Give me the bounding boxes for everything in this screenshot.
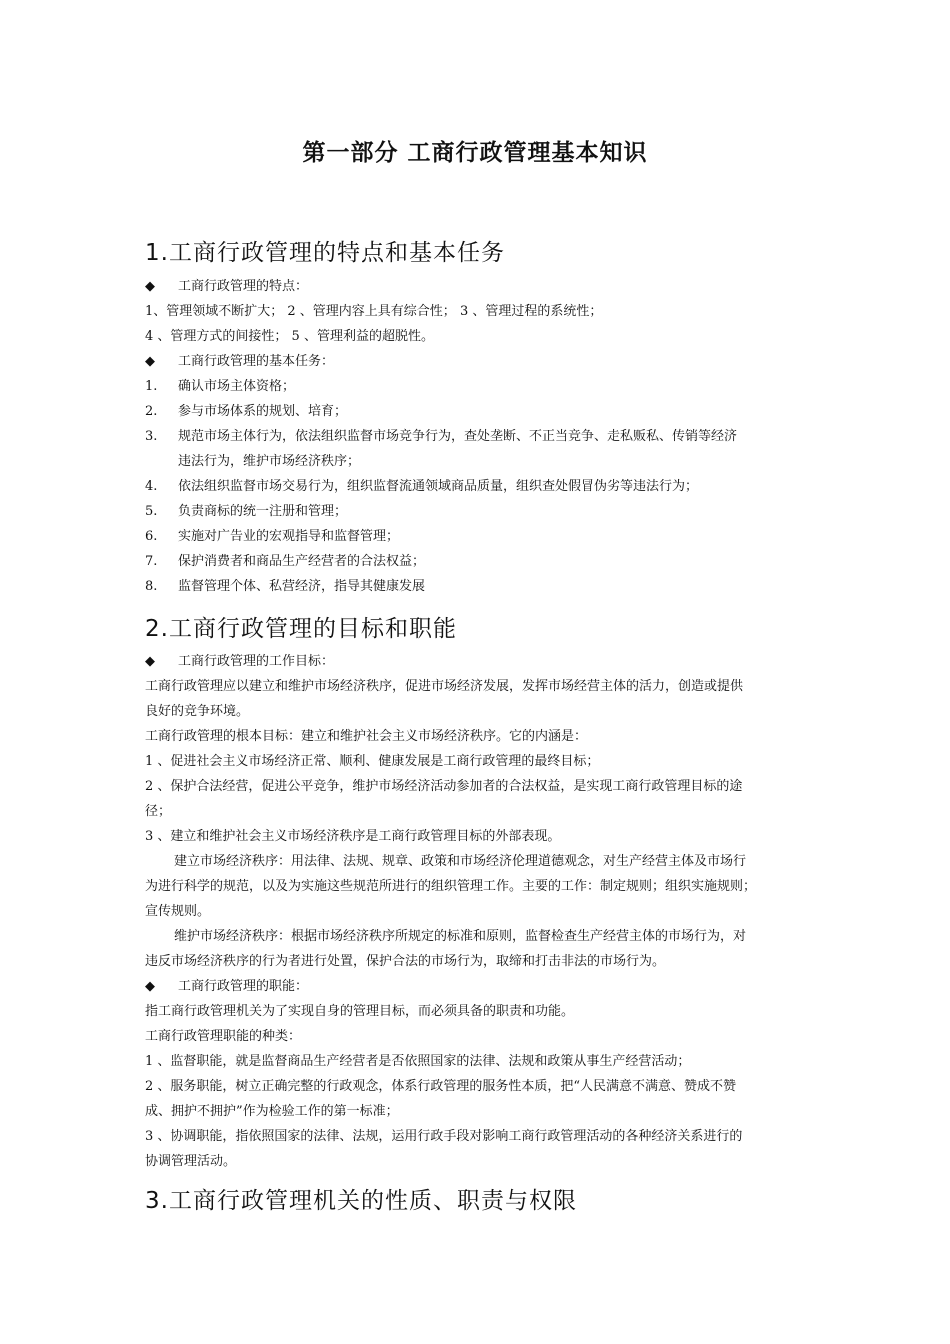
section-heading-2: 2.工商行政管理的目标和职能 — [145, 616, 457, 642]
text-line: 指工商行政管理机关为了实现自身的管理目标，而必须具备的职责和功能。 — [145, 1004, 575, 1019]
bullet-features: ◆ 工商行政管理的特点： — [145, 274, 308, 299]
bullet-diamond-icon: ◆ — [145, 654, 155, 669]
text-line: 1 、监督职能，就是监督商品生产经营者是否依照国家的法律、法规和政策从事生产经营活动； — [145, 1054, 691, 1069]
text-line: 径； — [145, 804, 172, 819]
document-title: 第一部分 工商行政管理基本知识 — [302, 139, 648, 166]
text-line: 违反市场经济秩序的行为者进行处置，保护合法的市场行为，取缔和打击非法的市场行为。 — [145, 954, 666, 969]
bullet-diamond-icon: ◆ — [145, 279, 155, 294]
text-line: 协调管理活动。 — [145, 1154, 237, 1169]
list-item: 7. 保护消费者和商品生产经营者的合法权益； — [145, 554, 426, 569]
text-line: 2 、服务职能，树立正确完整的行政观念，体系行政管理的服务性本质，把“人民满意不满意、赞成不赞 — [145, 1079, 737, 1094]
text-line: 宣传规则。 — [145, 904, 211, 919]
text-line: 1、管理领域不断扩大； 2 、管理内容上具有综合性； 3 、管理过程的系统性； — [145, 304, 603, 319]
bullet-tasks: ◆ 工商行政管理的基本任务： — [145, 349, 334, 374]
text-line: 工商行政管理应以建立和维护市场经济秩序，促进市场经济发展，发挥市场经营主体的活力，创造或提供 — [145, 679, 744, 694]
section-heading-1: 1.工商行政管理的特点和基本任务 — [145, 240, 505, 266]
section-heading-3: 3.工商行政管理机关的性质、职责与权限 — [145, 1188, 577, 1214]
bullet-functions: ◆ 工商行政管理的职能： — [145, 974, 308, 999]
text-line: 成、拥护不拥护”作为检验工作的第一标准； — [145, 1104, 399, 1119]
paragraph-build-order: 建立市场经济秩序：用法律、法规、规章、政策和市场经济伦理道德观念，对生产经营主体及市场行 — [174, 854, 747, 869]
text-line: 为进行科学的规范，以及为实施这些规范所进行的组织管理工作。主要的工作：制定规则；组织实施规则； — [145, 879, 757, 894]
list-item-continued: 违法行为，维护市场经济秩序； — [178, 454, 361, 469]
text-line: 工商行政管理职能的种类： — [145, 1029, 302, 1044]
text-line: 4 、管理方式的间接性； 5 、管理利益的超脱性。 — [145, 329, 434, 344]
list-item: 8. 监督管理个体、私营经济，指导其健康发展 — [145, 579, 426, 594]
paragraph-maintain-order: 维护市场经济秩序：根据市场经济秩序所规定的标准和原则，监督检查生产经营主体的市场行为，对 — [174, 929, 747, 944]
list-item: 3. 规范市场主体行为，依法组织监督市场竞争行为，查处垄断、不正当竞争、走私贩私、传销等经济 — [145, 429, 738, 444]
list-item: 5. 负责商标的统一注册和管理； — [145, 504, 348, 519]
list-item: 4. 依法组织监督市场交易行为，组织监督流通领域商品质量，组织查处假冒伪劣等违法行为； — [145, 479, 699, 494]
bullet-diamond-icon: ◆ — [145, 979, 155, 994]
text-line: 良好的竞争环境。 — [145, 704, 250, 719]
list-item: 2. 参与市场体系的规划、培育； — [145, 404, 348, 419]
text-line: 2 、保护合法经营，促进公平竞争，维护市场经济活动参加者的合法权益，是实现工商行政管理目标的途 — [145, 779, 743, 794]
list-item: 1. 确认市场主体资格； — [145, 379, 296, 394]
text-line: 3 、协调职能，指依照国家的法律、法规，运用行政手段对影响工商行政管理活动的各种经济关系进行的 — [145, 1129, 743, 1144]
text-line: 3 、建立和维护社会主义市场经济秩序是工商行政管理目标的外部表现。 — [145, 829, 561, 844]
list-item: 6. 实施对广告业的宏观指导和监督管理； — [145, 529, 400, 544]
bullet-goals: ◆ 工商行政管理的工作目标： — [145, 649, 334, 674]
text-line: 工商行政管理的根本目标：建立和维护社会主义市场经济秩序。它的内涵是： — [145, 729, 588, 744]
text-line: 1 、促进社会主义市场经济正常、顺利、健康发展是工商行政管理的最终目标； — [145, 754, 600, 769]
bullet-diamond-icon: ◆ — [145, 354, 155, 369]
